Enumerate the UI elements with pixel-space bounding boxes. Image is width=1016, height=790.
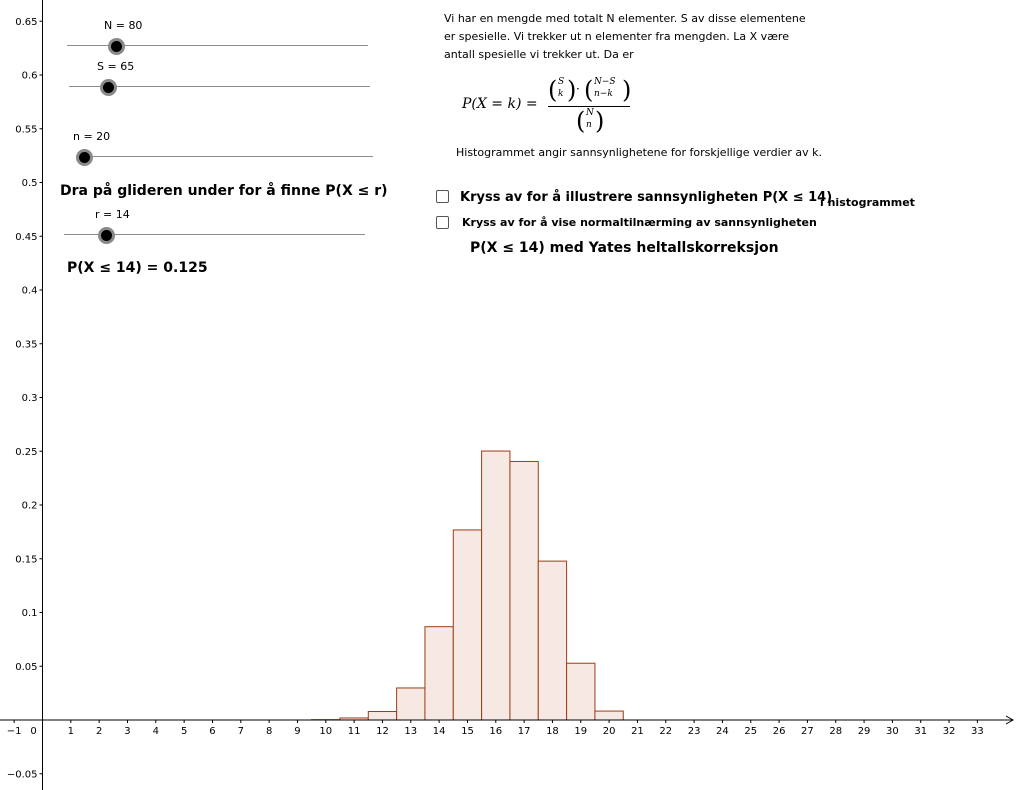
cumulative-result: P(X ≤ 14) = 0.125 [67,260,208,276]
drag-instruction: Dra på glideren under for å finne P(X ≤ r) [60,183,388,199]
x-tick-label-8: 8 [265,726,273,737]
x-tick-label-3: 3 [124,726,131,737]
bar-k-20 [595,711,623,720]
formula-dot: · [576,82,580,96]
y-tick-label-0.2: 0.2 [21,500,38,512]
slider-n-track[interactable] [76,156,373,157]
formula-binom2-bot: n−k [594,89,613,99]
x-tick-label-33: 33 [971,726,984,737]
normal-approx-checkbox[interactable] [436,216,449,229]
y-tick-label-0.15: 0.15 [15,554,38,566]
bar-k-15 [453,530,481,720]
x-tick-label-7: 7 [237,726,244,737]
x-tick-label-31: 31 [914,726,928,737]
bar-k-16 [482,451,510,720]
slider-S-label: S = 65 [97,60,135,73]
x-tick-label-25: 25 [744,726,758,737]
slider-N-label: N = 80 [104,19,143,32]
slider-r-label: r = 14 [95,208,130,221]
slider-N-knob[interactable] [108,38,125,55]
x-tick-label-12: 12 [376,726,389,737]
info-line-3: antall spesielle vi trekker ut. Da er [444,48,634,61]
illustrate-checkbox-label[interactable]: Kryss av for å illustrere sannsynligheten P(X ≤ 14) [460,190,833,205]
bar-k-18 [538,561,566,720]
x-tick-label-29: 29 [857,726,871,737]
formula-binom3-bot: n [586,120,592,130]
formula-lhs: P(X = k) = [462,96,538,112]
y-tick-label-0.5: 0.5 [21,178,38,189]
slider-r-knob[interactable] [98,227,115,244]
x-tick-label-26: 26 [772,726,786,737]
x-tick-label-13: 13 [404,726,418,737]
x-tick-label-2: 2 [95,726,103,737]
x-tick-label-11: 11 [347,726,361,737]
slider-n-label: n = 20 [73,130,111,143]
illustrate-checkbox-suffix: i histogrammet [820,196,915,209]
bars-group [312,451,624,720]
y-tick-label-0.4: 0.4 [21,285,38,297]
formula-denominator: ( N n ) [576,107,605,135]
x-tick-label-4: 4 [152,726,160,737]
x-tick-label-24: 24 [716,726,729,737]
info-line-2: er spesielle. Vi trekker ut n elementer fra mengden. La X være [444,30,789,43]
slider-n-knob[interactable] [76,149,93,166]
x-tick-label-27: 27 [801,726,814,737]
y-tick-label-0.3: 0.3 [21,393,38,404]
formula-binom3-top: N [586,108,594,118]
x-tick-label-15: 15 [461,726,474,737]
x-tick-label-10: 10 [319,726,333,737]
x-tick-label-32: 32 [942,726,956,737]
histogram-note: Histogrammet angir sannsynlighetene for forskjellige verdier av k. [456,146,823,159]
x-tick-label-16: 16 [489,726,503,737]
x-tick-label-19: 19 [574,726,588,737]
bar-k-14 [425,627,453,720]
y-tick-label-0.65: 0.65 [15,16,38,28]
slider-S-knob[interactable] [100,79,117,96]
bar-k-19 [567,663,595,720]
x-tick-label-14: 14 [432,726,446,737]
y-tick-label-0.1: 0.1 [21,608,38,619]
y-tick-label-0.05: 0.05 [15,661,38,673]
formula-binom2-top: N−S [594,77,616,87]
x-tick-label-9: 9 [294,726,301,737]
x-tick-label-1: 1 [67,726,75,737]
formula-binom1-top: S [558,77,565,87]
y-tick-label-0.6: 0.6 [21,70,38,82]
x-tick-label-23: 23 [687,726,701,737]
info-line-1: Vi har en mengde med totalt N elementer. S av disse elementene [444,12,806,25]
bar-k-13 [397,688,425,720]
info-text [444,10,824,64]
yates-correction-label: P(X ≤ 14) med Yates heltallskorreksjon [470,240,779,256]
x-tick-label-18: 18 [546,726,559,737]
y-tick-label--0.05: −0.05 [6,769,38,781]
illustrate-checkbox[interactable] [436,190,449,203]
x-tick-label-21: 21 [631,726,644,737]
y-tick-label-0.45: 0.45 [15,231,38,243]
x-tick-label-30: 30 [886,726,899,737]
x-tick-label-6: 6 [209,726,216,737]
x-tick-label-5: 5 [180,726,188,737]
x-tick-label--1: −1 [6,726,22,737]
x-tick-label-17: 17 [517,726,531,737]
formula-numerator: ( S k ) · ( N−S n−k ) [548,76,632,104]
normal-approx-checkbox-label[interactable]: Kryss av for å vise normaltilnærming av sannsynligheten [462,216,817,229]
y-tick-label-0.35: 0.35 [15,339,38,351]
x-tick-label-28: 28 [829,726,843,737]
y-tick-label-0.25: 0.25 [15,446,38,458]
bar-k-17 [510,461,538,720]
x-tick-label-22: 22 [659,726,673,737]
bar-k-12 [368,712,396,720]
x-tick-label-0: 0 [30,726,37,737]
y-tick-label-0.55: 0.55 [15,124,38,136]
x-tick-label-20: 20 [602,726,616,737]
formula-binom1-bot: k [558,89,564,99]
